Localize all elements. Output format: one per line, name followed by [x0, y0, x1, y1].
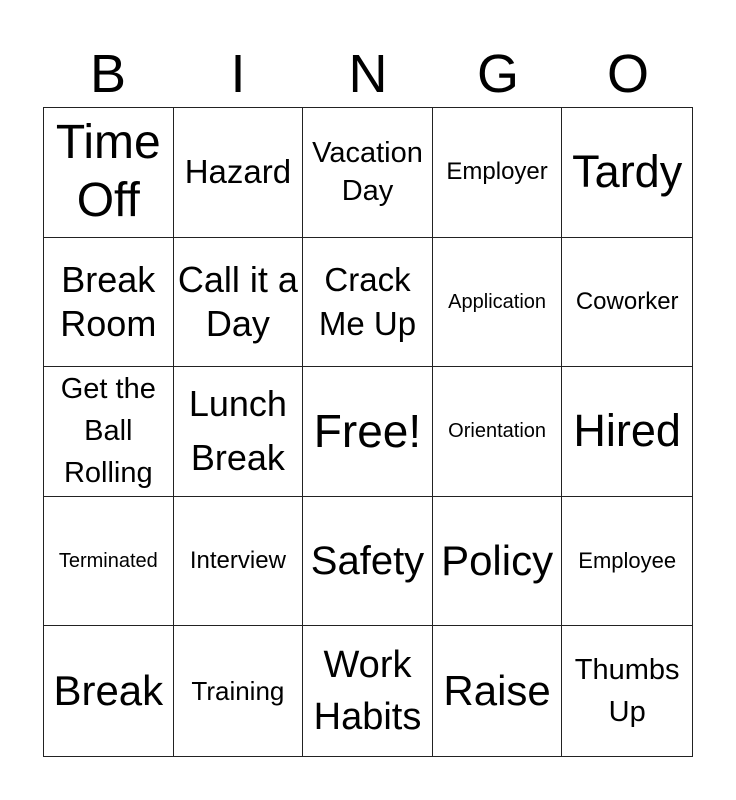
- bingo-cell[interactable]: [433, 108, 563, 238]
- cell-label: Free!: [313, 405, 422, 458]
- cell-label: Break: [53, 667, 164, 715]
- bingo-cell[interactable]: [174, 238, 304, 368]
- header-letter-g: G: [476, 44, 519, 104]
- bingo-cell[interactable]: [562, 626, 692, 756]
- header-letter-i: I: [230, 44, 246, 104]
- bingo-cell[interactable]: [303, 367, 433, 497]
- bingo-cell[interactable]: [433, 367, 563, 497]
- cell-label: Orientation: [448, 420, 547, 443]
- header-letter-n: N: [348, 44, 388, 104]
- cell-label: Raise: [443, 667, 551, 715]
- bingo-cell[interactable]: [433, 238, 563, 368]
- cell-label: Thumbs Up: [574, 654, 680, 729]
- bingo-cell[interactable]: [433, 626, 563, 756]
- bingo-cell[interactable]: [562, 108, 692, 238]
- cell-label: Hazard: [184, 153, 292, 191]
- bingo-cell[interactable]: [303, 626, 433, 756]
- cell-label: Vacation Day: [312, 137, 423, 208]
- bingo-cell[interactable]: [433, 497, 563, 627]
- bingo-cell[interactable]: [303, 108, 433, 238]
- cell-label: Training: [191, 676, 285, 707]
- cell-label: Call it a Day: [177, 258, 298, 344]
- cell-label: Hired: [573, 405, 681, 457]
- header-letter-b: B: [89, 44, 127, 104]
- cell-label: Interview: [189, 547, 286, 575]
- cell-label: Terminated: [58, 550, 158, 573]
- bingo-board: [43, 107, 693, 757]
- cell-label: Work Habits: [313, 644, 422, 739]
- bingo-cell[interactable]: [174, 626, 304, 756]
- bingo-cell[interactable]: [174, 497, 304, 627]
- bingo-cell[interactable]: [303, 497, 433, 627]
- cell-label: Policy: [441, 537, 554, 585]
- cell-label: Tardy: [572, 146, 683, 198]
- bingo-cell[interactable]: [174, 108, 304, 238]
- cell-label: Lunch Break: [188, 383, 287, 479]
- bingo-cell[interactable]: [44, 367, 174, 497]
- cell-label: Get the Ball Rolling: [60, 373, 156, 490]
- bingo-cell[interactable]: [44, 108, 174, 238]
- bingo-cell[interactable]: [562, 497, 692, 627]
- cell-label: Application: [448, 290, 547, 313]
- bingo-header: [43, 46, 693, 102]
- bingo-cell[interactable]: [303, 238, 433, 368]
- cell-label: Safety: [310, 539, 425, 584]
- cell-label: Coworker: [575, 287, 679, 315]
- cell-label: Employee: [578, 548, 677, 574]
- cell-label: Crack Me Up: [318, 260, 417, 342]
- cell-label: Break Room: [60, 258, 157, 344]
- cell-label: Employer: [446, 158, 548, 186]
- bingo-cell[interactable]: [44, 626, 174, 756]
- header-letter-o: O: [606, 44, 649, 104]
- bingo-cell[interactable]: [562, 367, 692, 497]
- bingo-cell[interactable]: [44, 497, 174, 627]
- bingo-cell[interactable]: [174, 367, 304, 497]
- cell-label: Time Off: [55, 116, 161, 228]
- bingo-cell[interactable]: [44, 238, 174, 368]
- bingo-cell[interactable]: [562, 238, 692, 368]
